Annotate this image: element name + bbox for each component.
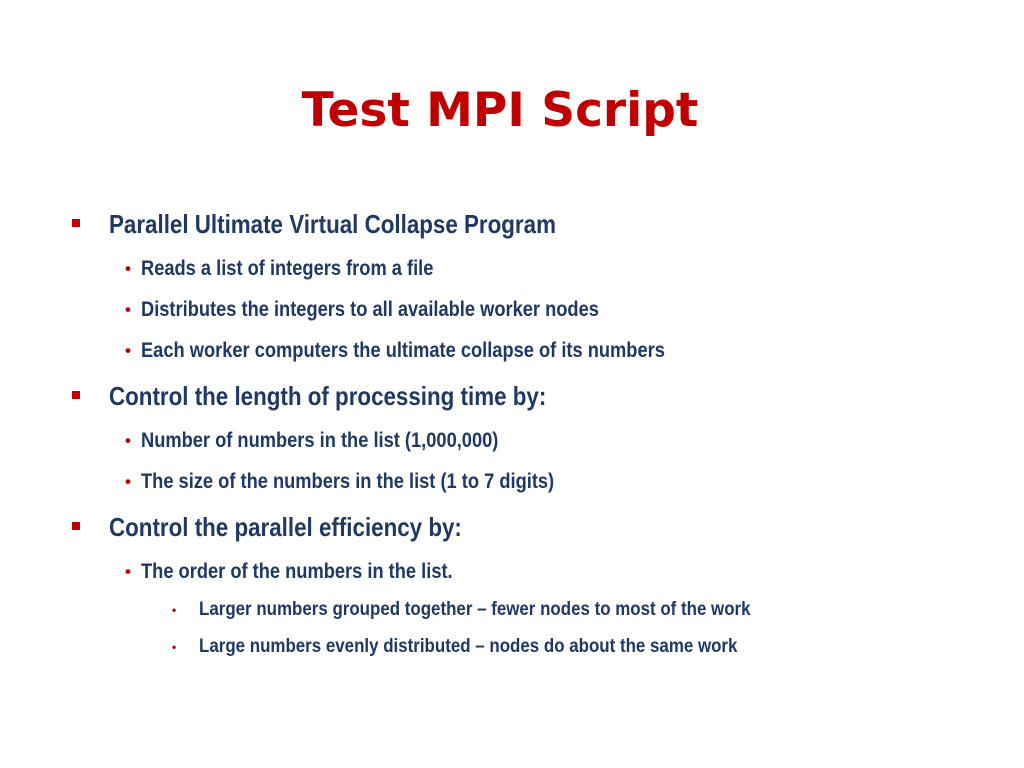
bullet-text: Parallel Ultimate Virtual Collapse Program <box>109 209 556 239</box>
square-bullet-icon <box>72 391 80 399</box>
sub-bullet-text: Each worker computers the ultimate collapse of its numbers <box>141 339 665 362</box>
dot-bullet-icon: • <box>125 472 131 491</box>
sub-bullet-text: The size of the numbers in the list (1 to 7 digits) <box>141 470 555 493</box>
square-bullet-icon <box>72 522 80 530</box>
sub-bullet-text: The order of the numbers in the list. <box>141 560 453 583</box>
slide-title: Test MPI Script <box>301 83 699 138</box>
bullet-text: Control the length of processing time by: <box>109 381 547 411</box>
dot-bullet-icon: • <box>172 603 177 617</box>
sub-sub-bullet-text: Large numbers evenly distributed – nodes do about the same work <box>199 636 738 657</box>
square-bullet-icon <box>72 219 80 227</box>
dot-bullet-icon: • <box>125 562 131 581</box>
sub-bullet-text: Distributes the integers to all available worker nodes <box>141 298 599 321</box>
sub-bullet-text: Reads a list of integers from a file <box>141 257 434 280</box>
dot-bullet-icon: • <box>125 431 131 450</box>
sub-sub-bullet-text: Larger numbers grouped together – fewer nodes to most of the work <box>199 599 751 620</box>
sub-bullet-text: Number of numbers in the list (1,000,000) <box>141 429 499 452</box>
dot-bullet-icon: • <box>125 300 131 319</box>
dot-bullet-icon: • <box>125 341 131 360</box>
dot-bullet-icon: • <box>125 259 131 278</box>
dot-bullet-icon: • <box>172 640 177 654</box>
bullet-text: Control the parallel efficiency by: <box>109 512 462 542</box>
